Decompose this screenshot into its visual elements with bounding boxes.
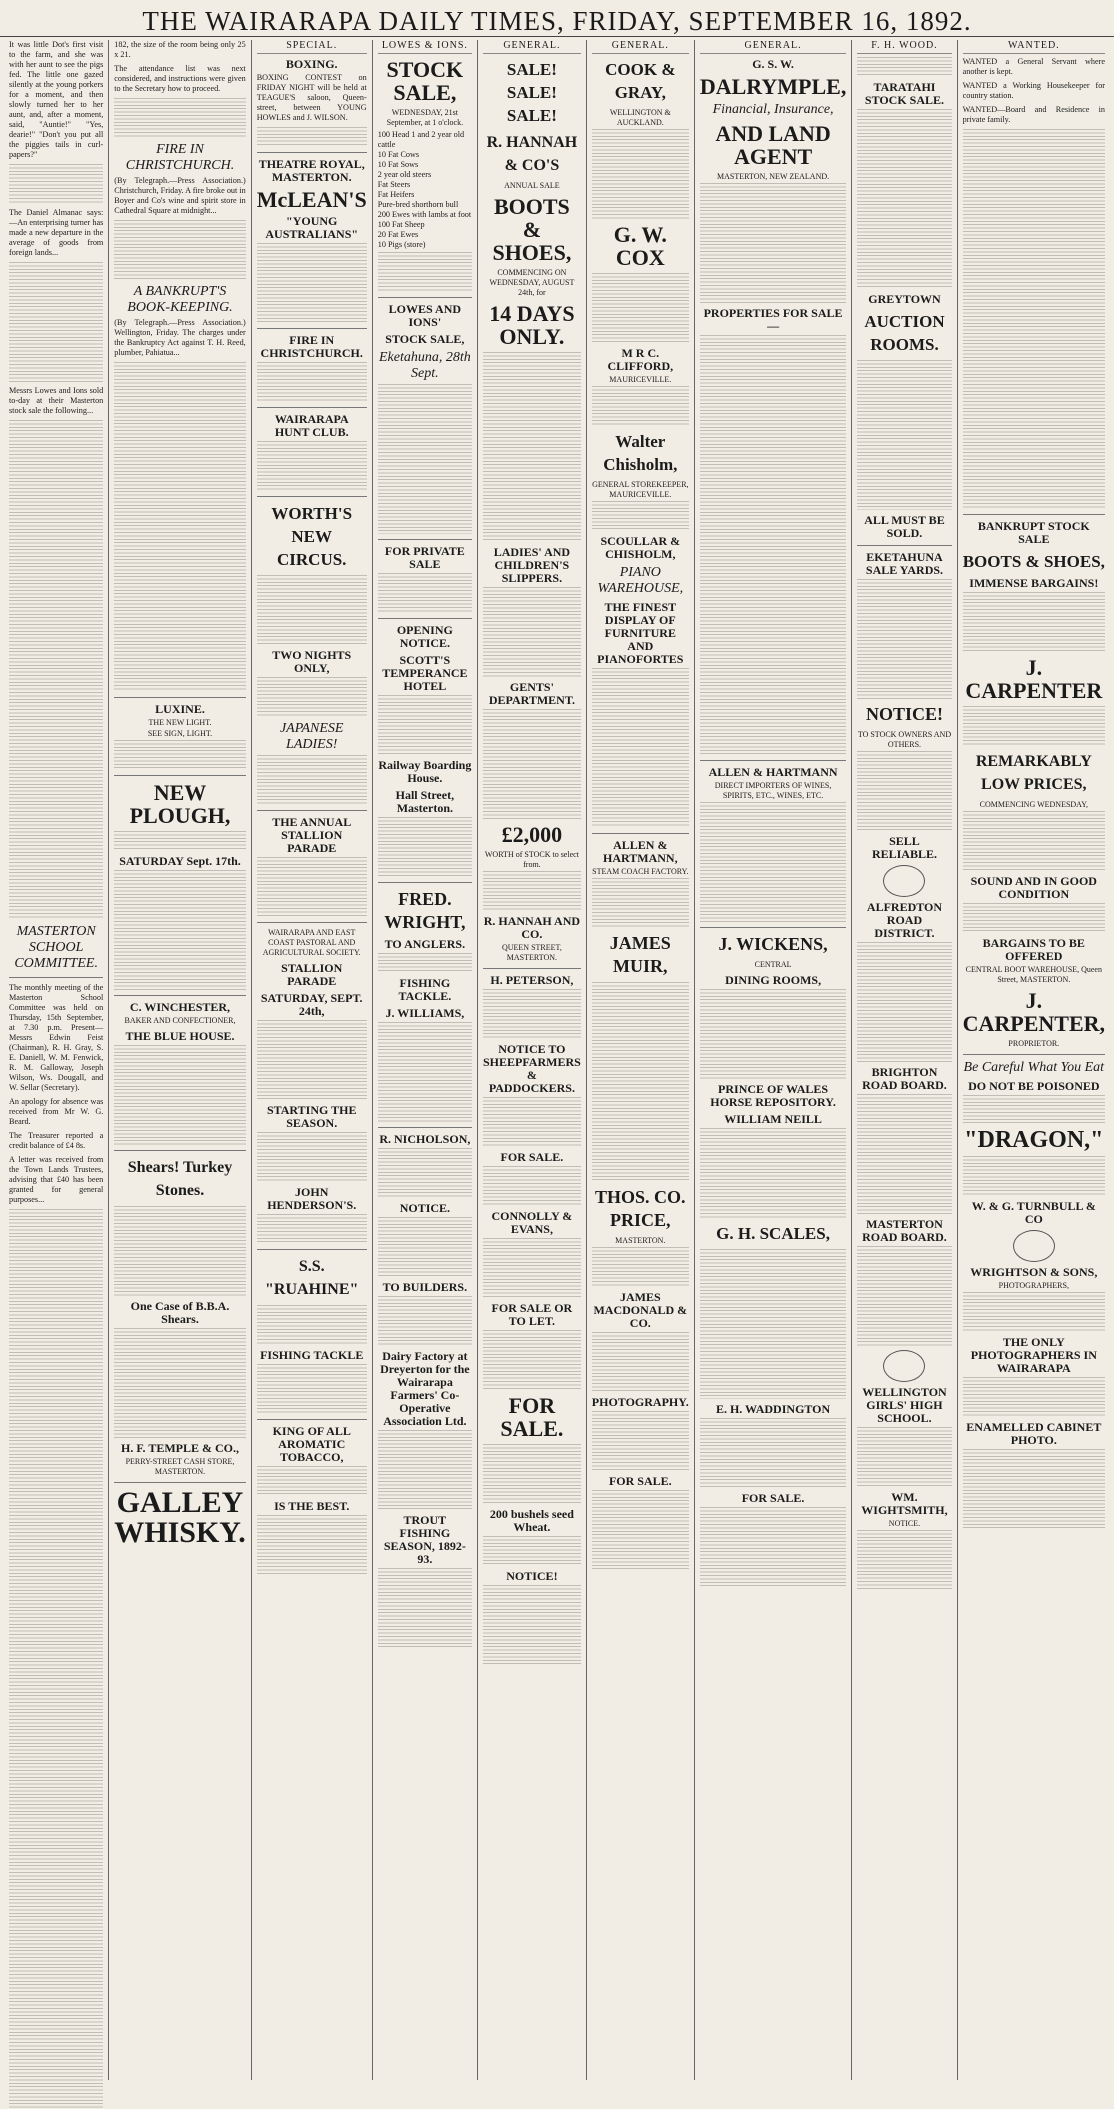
column-header: GENERAL. — [592, 40, 689, 54]
column-9: WANTED. WANTED a General Servant where another is kept. WANTED a Working Housekeeper for country station. WANTED—Board and Residence in private family. BANKRUPT STOCK SALE BOOTS & SHOES, IMMENSE BARGAINS! J. CARPENTER REMARKABLY LOW PRICES, COMMENCING WEDNESDAY, SOUND AND IN GOOD CONDITION BARGAINS TO BE OFFERED CENTRAL BOOT WAREHOUSE, Queen Street, MASTERTON. J. CARPENTER, PROPRIETOR. Be Careful What You Eat DO NOT BE POISONED "DRAGON," W. & G. TURNBULL & CO WRIGHTSON & SONS, PHOTOGRAPHERS, THE ONLY PHOTOGRAPHERS IN WAIRARAPA ENAMELLED CABINET PHOTO. — [958, 40, 1110, 2080]
paragraph: The Daniel Almanac says:—An enterprising turner has made a new departure in the average of goods from foreign lands... — [9, 208, 104, 257]
column-8: F. H. WOOD. TARATAHI STOCK SALE. GREYTOWN AUCTION ROOMS. ALL MUST BE SOLD. EKETAHUNA SALE YARDS. NOTICE! TO STOCK OWNERS AND OTHERS. SELL RELIABLE. ALFREDTON ROAD DISTRICT. BRIGHTON ROAD BOARD. MASTERTON ROAD BOARD. WELLINGTON GIRLS' HIGH SCHOOL. WM. WIGHTSMITH, NOTICE. — [852, 40, 957, 2080]
list-item: 10 Fat Sows — [377, 160, 419, 169]
headline: A BANKRUPT'S BOOK-KEEPING. — [127, 284, 233, 315]
paragraph: An apology for absence was received from Mr W. G. Beard. — [9, 1097, 104, 1126]
list-item: 2 year old steers — [377, 170, 432, 179]
ad-title: H. F. TEMPLE & CO., — [120, 1441, 239, 1455]
paragraph: The Treasurer reported a credit balance of £4 8s. — [9, 1131, 104, 1150]
paragraph: (By Telegraph.—Press Association.) Wellington, Friday. The charges under the Bankruptcy Act against T. H. Reed, plumber, Pahiatua... — [114, 318, 246, 357]
column-header: LOWES & IONS. — [378, 40, 472, 54]
list-item: 100 Head 1 and 2 year old cattle — [377, 130, 465, 149]
list-item: 100 Fat Sheep — [377, 220, 425, 229]
headline: FIRE IN CHRISTCHURCH. — [125, 142, 235, 173]
crest-icon — [883, 1350, 925, 1382]
masthead — [0, 0, 1114, 37]
column-header: GENERAL. — [483, 40, 581, 54]
column-6: GENERAL. COOK & GRAY, WELLINGTON & AUCKLAND. G. W. COX M R C. CLIFFORD, MAURICEVILLE. Walter Chisholm, GENERAL STOREKEEPER, MAURICEVILLE. SCOULLAR & CHISHOLM, PIANO WAREHOUSE, THE FINEST DISPLAY OF FURNITURE AND PIANOFORTES ALLEN & HARTMANN, STEAM COACH FACTORY. JAMES MUIR, THOS. CO. PRICE, MASTERTON. JAMES MACDONALD & CO. PHOTOGRAPHY. FOR SALE. — [587, 40, 695, 2080]
column-4: LOWES & IONS. STOCK SALE, WEDNESDAY, 21st September, at 1 o'clock. 100 Head 1 and 2 year old cattle 10 Fat Cows 10 Fat Sows 2 year old steers Fat Steers Fat Heifers Pure-bred shorthorn bull 200 Ewes with lambs at foot 100 Fat Sheep 20 Fat Ewes 10 Pigs (store) LOWES AND IONS' STOCK SALE, Eketahuna, 28th Sept. FOR PRIVATE SALE OPENING NOTICE. SCOTT'S TEMPERANCE HOTEL Railway Boarding House. Hall Street, Masterton. FRED. WRIGHT, TO ANGLERS. FISHING TACKLE. J. WILLIAMS, R. NICHOLSON, NOTICE. TO BUILDERS. Dairy Factory at Dreyerton for the Wairarapa Farmers' Co-Operative Association Ltd. TROUT FISHING SEASON, 1892-93. — [373, 40, 478, 2080]
crest-icon — [883, 865, 925, 897]
paragraph: BOXING CONTEST on FRIDAY NIGHT will be held at TEAGUE'S saloon, Queen-street, between YOUNG HOWLES and J. WILSON. — [256, 73, 367, 122]
paragraph: It was little Dot's first visit to the farm, and she was with her aunt to see the pigs fed. The little one gazed silently at the young porkers for a moment, and then slowly turned her to her aunt, and, after a moment, said, "Auntie!" "Yes, dearie!" "Don't you put all the piggies tails in curl-papers?" — [9, 40, 104, 159]
column-3: SPECIAL. BOXING. BOXING CONTEST on FRIDAY NIGHT will be held at TEAGUE'S saloon, Queen-street, between YOUNG HOWLES and J. WILSON. THEATRE ROYAL, MASTERTON. McLEAN'S "YOUNG AUSTRALIANS" FIRE IN CHRISTCHURCH. WAIRARAPA HUNT CLUB. WORTH'S NEW CIRCUS. TWO NIGHTS ONLY, JAPANESE LADIES! THE ANNUAL STALLION PARADE WAIRARAPA AND EAST COAST PASTORAL AND AGRICULTURAL SOCIETY. STALLION PARADE SATURDAY, SEPT. 24th, STARTING THE SEASON. JOHN HENDERSON'S. S.S. "RUAHINE" FISHING TACKLE KING OF ALL AROMATIC TOBACCO, IS THE BEST. — [252, 40, 373, 2080]
list-item: Fat Heifers — [377, 190, 415, 199]
list-item: 10 Fat Cows — [377, 150, 420, 159]
list-item: Pure-bred shorthorn bull — [377, 200, 459, 209]
page-title: THE WAIRARAPA DAILY TIMES, FRIDAY, SEPTEMBER 16, 1892. — [142, 6, 972, 36]
ad-title: Shears! Turkey Stones. — [127, 1159, 233, 1199]
list-item: Fat Steers — [377, 180, 411, 189]
ad-title: STOCK SALE, — [386, 57, 464, 105]
stock-list — [378, 130, 472, 250]
paragraph: A letter was received from the Town Lands Trustees, advising that £40 has been granted for general purposes... — [9, 1155, 104, 1204]
list-item: 10 Pigs (store) — [377, 240, 426, 249]
column-header: F. H. WOOD. — [857, 40, 951, 54]
columns — [4, 40, 1110, 2080]
column-header: SPECIAL. — [257, 40, 367, 54]
ad-title: BOXING. — [285, 57, 338, 71]
column-7: GENERAL. G. S. W. DALRYMPLE, Financial, Insurance, AND LAND AGENT MASTERTON, NEW ZEALAND. PROPERTIES FOR SALE— ALLEN & HARTMANN DIRECT IMPORTERS OF WINES, SPIRITS, ETC., WINES, ETC. J. WICKENS, CENTRAL DINING ROOMS, PRINCE OF WALES HORSE REPOSITORY. WILLIAM NEILL G. H. SCALES, E. H. WADDINGTON FOR SALE. — [695, 40, 853, 2080]
column-header: GENERAL. — [700, 40, 847, 54]
royal-crest-icon — [1013, 1230, 1055, 1262]
ad-title: C. WINCHESTER, — [129, 1000, 231, 1014]
ad-title: WORTH'S NEW CIRCUS. — [271, 504, 353, 569]
headline: MASTERTON SCHOOL COMMITTEE. — [14, 924, 98, 971]
ad-title: THEATRE ROYAL, MASTERTON. — [258, 157, 365, 184]
ad-title: One Case of B.B.A. Shears. — [130, 1299, 230, 1326]
paragraph: (By Telegraph.—Press Association.) Christchurch, Friday. A fire broke out in Boyer and Co's wine and spirit store in Cathedral Square at midnight... — [114, 176, 246, 215]
paragraph: The attendance list was next considered, and instructions were given to the Secretary how to proceed. — [114, 64, 246, 93]
column-1 — [4, 40, 109, 2080]
column-5: GENERAL. SALE! SALE! SALE! R. HANNAH & CO'S ANNUAL SALE BOOTS & SHOES, COMMENCING ON WEDNESDAY, AUGUST 24th, for 14 DAYS ONLY. LADIES' AND CHILDREN'S SLIPPERS. GENTS' DEPARTMENT. £2,000 WORTH of STOCK to select from. R. HANNAH AND CO. QUEEN STREET, MASTERTON. H. PETERSON, NOTICE TO SHEEPFARMERS & PADDOCKERS. FOR SALE. CONNOLLY & EVANS, FOR SALE OR TO LET. FOR SALE. 200 bushels seed Wheat. NOTICE! — [478, 40, 587, 2080]
paragraph: 182, the size of the room being only 25 x 21. — [114, 40, 246, 59]
column-2: 182, the size of the room being only 25 x 21. The attendance list was next considered, and instructions were given to the Secretary how to proceed. FIRE IN CHRISTCHURCH. (By Telegraph.—Press Association.) Christchurch, Friday. A fire broke out in Boyer and Co's wine and spirit store in Cathedral Square at midnight... A BANKRUPT'S BOOK-KEEPING. (By Telegraph.—Press Association.) Wellington, Friday. The charges under the Bankruptcy Act against T. H. Reed, plumber, Pahiatua... LUXINE. THE NEW LIGHT. SEE SIGN, LIGHT. NEW PLOUGH, SATURDAY Sept. 17th. C. WINCHESTER, BAKER AND CONFECTIONER, THE BLUE HOUSE. Shears! Turkey Stones. One Case of B.B.A. Shears. H. F. TEMPLE & CO., PERRY-STREET CASH STORE, MASTERTON. GALLEY WHISKY. — [109, 40, 251, 2080]
ad-title: LUXINE. — [155, 702, 205, 716]
ad-title: NEW PLOUGH, — [129, 780, 231, 828]
paragraph: Messrs Lowes and Ions sold to-day at their Masterton stock sale the following... — [9, 386, 104, 415]
list-item: 200 Ewes with lambs at foot — [377, 210, 472, 219]
list-item: 20 Fat Ewes — [377, 230, 419, 239]
column-header: WANTED. — [963, 40, 1105, 54]
ad-title: McLEAN'S — [256, 187, 367, 212]
paragraph: The monthly meeting of the Masterton School Committee was held on Thursday, 15th September, at 7.30 p.m. Present—Messrs Edwin Feist (Chairman), R. H. Gray, S. E. Daniell, W. M. Fenwick, R. M. Galloway, Joseph Wilson, Ws. Dougall, and W. Sellar (Secretary). — [9, 983, 104, 1092]
ad-title: GALLEY WHISKY. — [114, 1486, 246, 1549]
